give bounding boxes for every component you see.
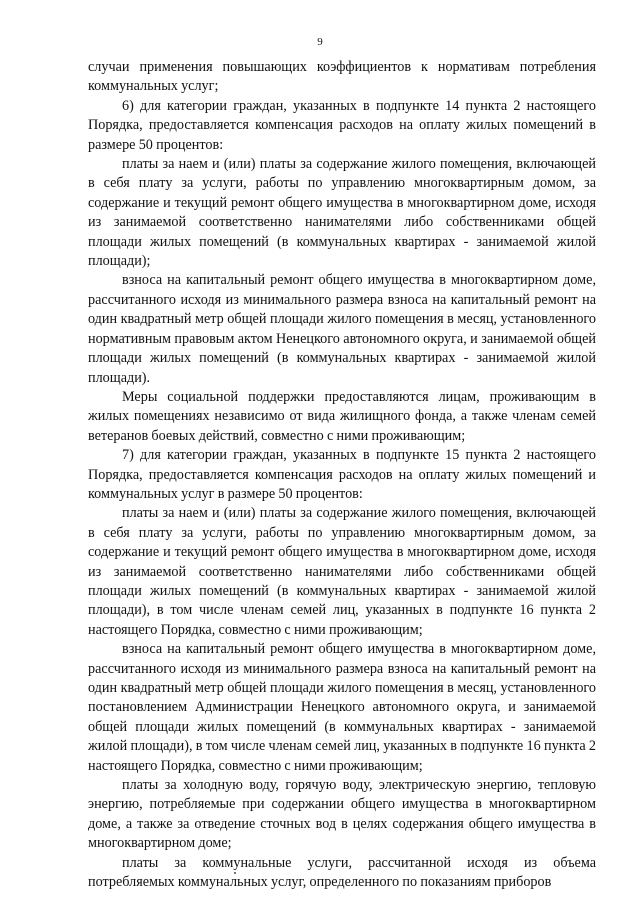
paragraph-item-7-utilities-metered: платы за коммунальные услуги, рассчитанной исходя из объема потребляемых коммунальных услуг, определенного по показаниям приборов [88,854,596,891]
paragraph-item-7: 7) для категории граждан, указанных в подпункте 15 пункта 2 настоящего Порядка, предоставляется компенсация расходов на оплату жилых помещений и коммунальных услуг в размере 50 процентов: [88,447,596,502]
paragraph-item-6-capital-repair: взноса на капитальный ремонт общего имущества в многоквартирном доме, рассчитанного исходя из минимального размера взноса на капитальный ремонт на один квадратный метр общей площади жилого помещения в месяц, установленного нормативным правовым актом Ненецкого автономного округа, и занимаемой общей площади жилых помещений (в коммунальных квартирах - занимаемой жилой площади). [88,272,596,386]
page-number: 9 [317,36,323,48]
paragraph-item-7-capital-repair: взноса на капитальный ремонт общего имущества в многоквартирном доме, рассчитанного исходя из минимального размера взноса на капитальный ремонт на один квадратный метр общей площади жилого помещения в месяц, установленного постановлением Администрации Ненецкого автономного округа, и занимаемой общей площади жилых помещений (в коммунальных квартирах - занимаемой жилой площади), в том числе членам семей лиц, указанных в подпункте 16 пункта 2 настоящего Порядка, совместно с ними проживающим; [88,641,596,774]
scan-dot [234,872,236,874]
paragraph-social-support: Меры социальной поддержки предоставляются лицам, проживающим в жилых помещениях независимо от вида жилищного фонда, а также членам семей ветеранов боевых действий, совместно с ними проживающим; [88,388,596,444]
paragraph-item-6: 6) для категории граждан, указанных в подпункте 14 пункта 2 настоящего Порядка, предоставляется компенсация расходов на оплату жилых помещений в размере 50 процентов: [88,97,596,153]
paragraph-item-6-rent: платы за наем и (или) платы за содержание жилого помещения, включающей в себя плату за услуги, работы по управлению многоквартирным домом, за содержание и текущий ремонт общего имущества в многоквартирном доме, исходя из занимаемой соответственно нанимателями либо собственниками общей площади жилых помещений (в коммунальных квартирах - занимаемой жилой площади); [88,156,596,270]
document-body [88,58,596,892]
paragraph-item-7-rent: платы за наем и (или) платы за содержание жилого помещения, включающей в себя плату за услуги, работы по управлению многоквартирным домом, за содержание и текущий ремонт общего имущества в многоквартирном доме, исходя из занимаемой соответственно нанимателями либо собственниками общей площади жилых помещений (в коммунальных квартирах - занимаемой жилой площади), в том числе членам семей лиц, указанных в подпункте 16 пункта 2 настоящего Порядка, совместно с ними проживающим; [88,505,596,638]
paragraph-item-7-utilities-common: платы за холодную воду, горячую воду, электрическую энергию, тепловую энергию, потребляемые при содержании общего имущества в многоквартирном доме, а также за отведение сточных вод в целях содержания общего имущества в многоквартирном доме; [88,777,596,852]
paragraph-continuation: случаи применения повышающих коэффициентов к нормативам потребления коммунальных услуг; [88,59,596,95]
